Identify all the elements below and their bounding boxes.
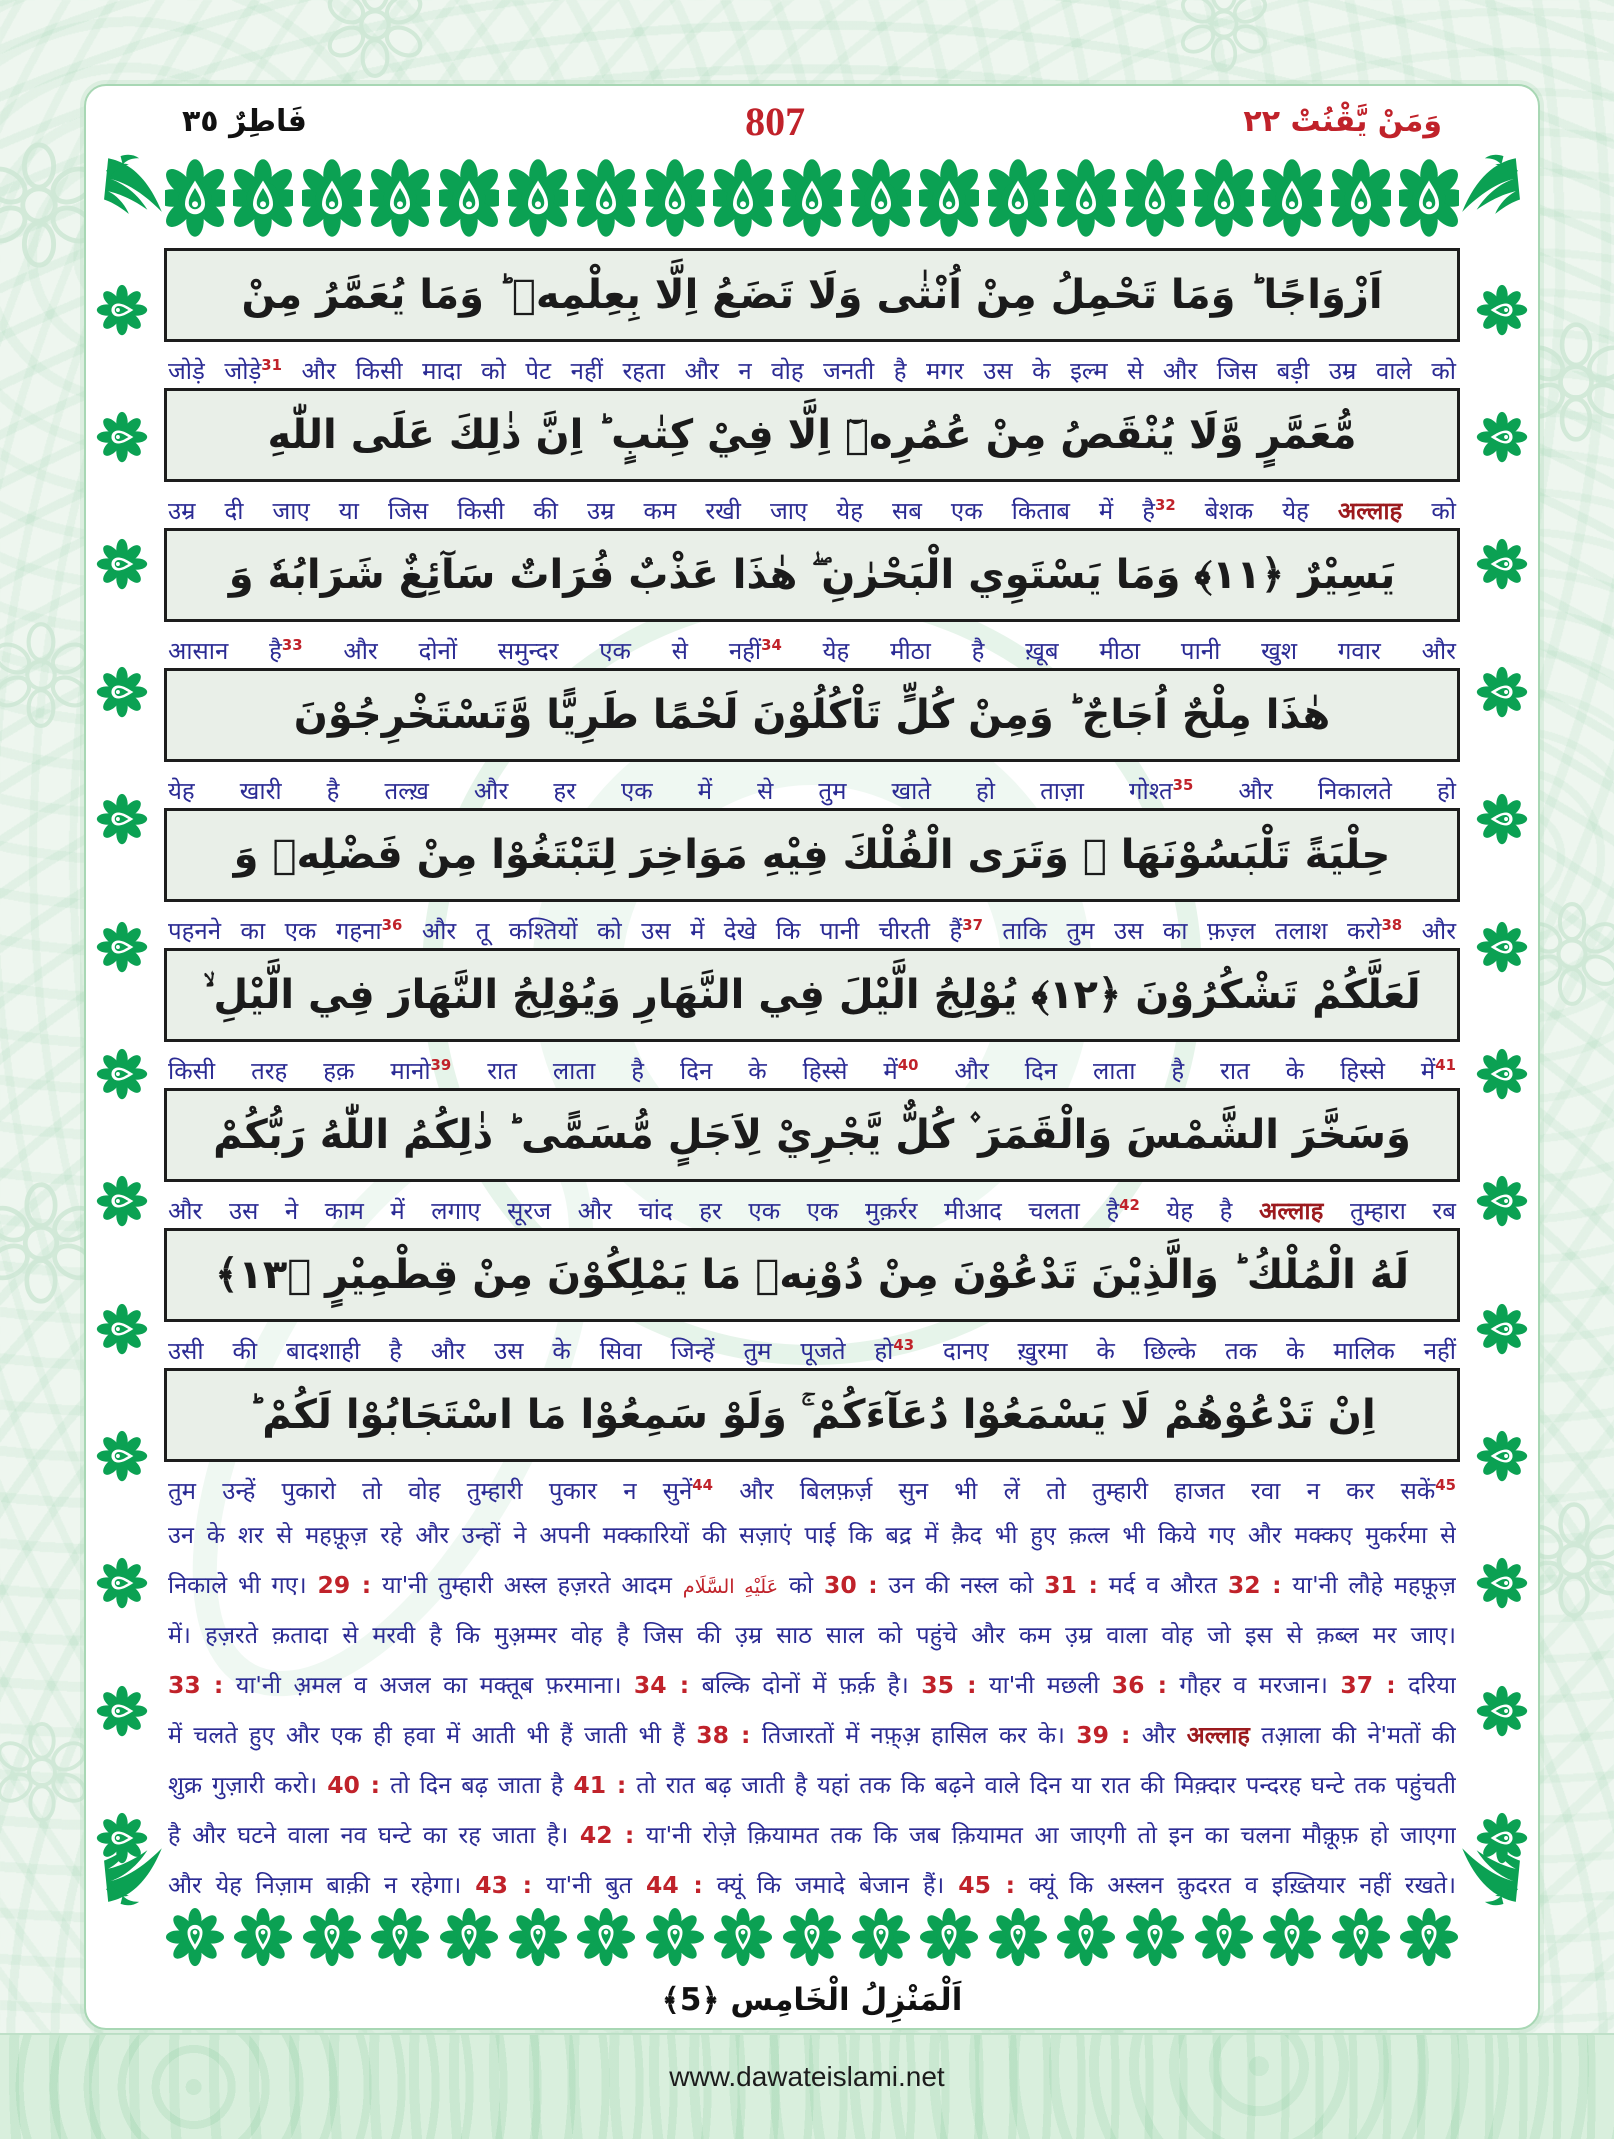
paisley-motif-icon xyxy=(439,1907,499,1967)
paisley-motif-icon xyxy=(233,1907,293,1967)
paisley-motif-icon xyxy=(1476,793,1528,845)
paisley-motif-icon xyxy=(165,155,225,241)
commentary-line: निकाले भी गए। 29 : या'नी तुम्हारी अस्ल हज़रते आदम عَلَيْهِ السَّلَام को 30 : उन की नस्ल को 31 : मर्द व औरत 32 : या'नी लौहे महफ़ूज़ xyxy=(168,1571,1456,1599)
paisley-motif-icon xyxy=(1331,155,1391,241)
paisley-motif-icon xyxy=(851,155,911,241)
paisley-motif-icon xyxy=(1476,1557,1528,1609)
paisley-motif-icon xyxy=(1476,284,1528,336)
paisley-motif-icon xyxy=(576,1907,636,1967)
commentary-section xyxy=(164,1508,1460,1910)
arabic-verse-box xyxy=(164,1368,1460,1462)
verse-block xyxy=(164,388,1460,528)
corner-flourish-icon xyxy=(1456,1842,1522,1908)
paisley-motif-icon xyxy=(645,1907,705,1967)
arabic-verse-text: اَزْوَاجًا ؕ وَمَا تَحْمِلُ مِنْ اُنْثٰى وَلَا تَضَعُ اِلَّا بِعِلْمِهٖ ؕ وَمَا يُعَمَّرُ مِنْ xyxy=(241,272,1383,318)
paisley-motif-icon xyxy=(1476,666,1528,718)
hindi-translation-line: उम्र दी जाए या जिस किसी की उम्र कम रखी जाए येह सब एक किताब में है$^{32}$ बेशक येह अल्लाह को xyxy=(168,496,1456,525)
commentary-line: में चलते हुए और एक ही हवा में आती भी हैं जाती भी हैं 38 : तिजारतों में नफ़्अ़ हासिल कर के। 39 : और अल्लाह तआ़ला की ने'मतों की xyxy=(168,1721,1456,1749)
arabic-verse-box xyxy=(164,1228,1460,1322)
paisley-motif-icon xyxy=(96,666,148,718)
arabic-verse-box xyxy=(164,948,1460,1042)
paisley-motif-icon xyxy=(439,155,499,241)
website-strip xyxy=(0,2033,1614,2139)
paisley-motif-icon xyxy=(782,155,842,241)
paisley-motif-icon xyxy=(645,155,705,241)
paisley-motif-icon xyxy=(96,1557,148,1609)
paisley-motif-icon xyxy=(1262,1907,1322,1967)
verse-block xyxy=(164,808,1460,948)
corner-flourish-icon xyxy=(102,152,168,218)
paisley-motif-icon xyxy=(1476,1175,1528,1227)
paisley-motif-icon xyxy=(1399,1907,1459,1967)
paisley-motif-icon xyxy=(1476,1303,1528,1355)
arabic-verse-text: مُّعَمَّرٍ وَّلَا يُنْقَصُ مِنْ عُمُرِهٖٓ اِلَّا فِيْ كِتٰبٍ ؕ اِنَّ ذٰلِكَ عَلَى اللّٰهِ xyxy=(267,412,1357,458)
verse-block xyxy=(164,948,1460,1088)
arabic-verse-text: اِنْ تَدْعُوْهُمْ لَا يَسْمَعُوْا دُعَآءَكُمْ ۚ وَلَوْ سَمِعُوْا مَا اسْتَجَابُوْا لَكُمْ ؕ xyxy=(248,1392,1376,1438)
paisley-motif-icon xyxy=(919,1907,979,1967)
paisley-motif-icon xyxy=(1476,411,1528,463)
corner-flourish-icon xyxy=(102,1842,168,1908)
arabic-verse-box xyxy=(164,528,1460,622)
verse-block xyxy=(164,528,1460,668)
arabic-verse-text: لَعَلَّكُمْ تَشْكُرُوْنَ ﴿١٢﴾ يُوْلِجُ الَّيْلَ فِي النَّهَارِ وَيُوْلِجُ النَّهَارَ فِي الَّيْلِ ۙ xyxy=(203,972,1421,1018)
paisley-motif-icon xyxy=(370,1907,430,1967)
paisley-motif-icon xyxy=(1476,1430,1528,1482)
paisley-motif-icon xyxy=(96,1685,148,1737)
paisley-motif-icon xyxy=(1476,921,1528,973)
paisley-motif-icon xyxy=(851,1907,911,1967)
paisley-motif-icon xyxy=(1399,155,1459,241)
background-floral-icon xyxy=(0,620,96,730)
commentary-line: है और घटने वाला नव घन्टे का रह जाता है। 42 : या'नी रोज़े क़ियामत तक कि जब क़ियामत आ जाएगी तो इन का चलना मौक़ूफ़ हो जाएगा xyxy=(168,1821,1456,1849)
paisley-motif-icon xyxy=(1331,1907,1391,1967)
paisley-motif-icon xyxy=(713,155,773,241)
arabic-verse-box xyxy=(164,808,1460,902)
hindi-translation-line: येह खारी है तल्ख़ और हर एक में से तुम खाते हो ताज़ा गोश्त$^{35}$ और निकालते हो xyxy=(168,776,1456,805)
arabic-verse-box xyxy=(164,248,1460,342)
border-top xyxy=(86,150,1538,246)
paisley-motif-icon xyxy=(1476,1685,1528,1737)
paisley-motif-icon xyxy=(1194,1907,1254,1967)
paisley-motif-icon xyxy=(96,921,148,973)
hindi-translation-line: किसी तरह हक़ मानो$^{39}$ रात लाता है दिन के हिस्से में$^{40}$ और दिन लाता है रात के हिस्से में$^{41}$ xyxy=(168,1056,1456,1085)
commentary-line: उन के शर से महफ़ूज़ रहे और उन्हों ने अपनी मक्कारियों की सज़ाएं पाई कि बद्र में क़ैद भी हुए क़त्ल भी किये गए और मक्कए मुकर्रमा से xyxy=(168,1521,1456,1549)
page-middle xyxy=(86,246,1538,1902)
paisley-motif-icon xyxy=(1262,155,1322,241)
page-header xyxy=(86,86,1538,150)
paisley-motif-icon xyxy=(508,155,568,241)
paisley-motif-icon xyxy=(1476,538,1528,590)
paisley-motif-icon xyxy=(1125,155,1185,241)
arabic-verse-text: هٰذَا مِلْحٌ اُجَاجٌ ؕ وَمِنْ كُلٍّ تَاْكُلُوْنَ لَحْمًا طَرِيًّا وَّتَسْتَخْرِجُوْنَ xyxy=(293,692,1331,738)
verse-block xyxy=(164,1368,1460,1508)
verse-block xyxy=(164,668,1460,808)
hindi-translation-line: तुम उन्हें पुकारो तो वोह तुम्हारी पुकार न सुनें$^{44}$ और बिलफ़र्ज़ सुन भी लें तो तुम्हारी हाजत रवा न कर सकें$^{45}$ xyxy=(168,1476,1456,1505)
hindi-translation-line: आसान है$^{33}$ और दोनों समुन्दर एक से नहीं$^{34}$ येह मीठा है ख़ूब मीठा पानी खुश गवार और xyxy=(168,636,1456,665)
border-left xyxy=(86,246,158,1902)
hindi-translation-line: पहनने का एक गहना$^{36}$ और तू कश्तियों को उस में देखे कि पानी चीरती हैं$^{37}$ ताकि तुम उस का फ़ज़्ल तलाश करो$^{38}$ और xyxy=(168,916,1457,945)
arabic-verse-text: وَسَخَّرَ الشَّمْسَ وَالْقَمَرَ ۫ كُلٌّ يَّجْرِيْ لِاَجَلٍ مُّسَمًّى ؕ ذٰلِكُمُ اللّٰهُ رَبُّكُمْ xyxy=(213,1112,1411,1158)
paisley-motif-icon xyxy=(508,1907,568,1967)
paisley-motif-icon xyxy=(1125,1907,1185,1967)
arabic-verse-text: لَهُ الْمُلْكُ ؕ وَالَّذِيْنَ تَدْعُوْنَ مِنْ دُوْنِهٖ مَا يَمْلِكُوْنَ مِنْ قِطْمِيْرٍ ﴿١٣﴾ xyxy=(214,1252,1410,1298)
arabic-verse-box xyxy=(164,388,1460,482)
border-bottom xyxy=(86,1902,1538,1972)
background-floral-icon xyxy=(1174,0,1274,74)
paisley-motif-icon xyxy=(96,1048,148,1100)
commentary-line: 33 : या'नी अ़मल व अजल का मक्तूब फ़रमाना। 34 : बल्कि दोनों में फ़र्क़ है। 35 : या'नी मछली 36 : गौहर व मरजान। 37 : दरिया xyxy=(168,1671,1456,1699)
arabic-verse-text: حِلْيَةً تَلْبَسُوْنَهَا ۚ وَتَرَى الْفُلْكَ فِيْهِ مَوَاخِرَ لِتَبْتَغُوْا مِنْ فَضْلِهٖ وَ xyxy=(233,832,1391,878)
paisley-motif-icon xyxy=(165,1907,225,1967)
paisley-motif-icon xyxy=(1056,1907,1116,1967)
arabic-verse-box xyxy=(164,1088,1460,1182)
paisley-motif-icon xyxy=(96,1303,148,1355)
paisley-motif-icon xyxy=(1476,1048,1528,1100)
verse-block xyxy=(164,1228,1460,1368)
paisley-motif-icon xyxy=(96,538,148,590)
surah-name-label: فَاطِرٌ ٣٥ xyxy=(182,103,307,139)
paisley-motif-icon xyxy=(96,1430,148,1482)
arabic-verse-box xyxy=(164,668,1460,762)
website-url: www.dawateislami.net xyxy=(669,2061,945,2092)
commentary-line: शुक्र गुज़ारी करो। 40 : तो दिन बढ़ जाता है 41 : तो रात बढ़ जाती है यहां तक कि बढ़ने वाले दिन या रात की मिक़्दार पन्दरह घन्टे तक पहुंचती xyxy=(168,1771,1456,1799)
paisley-motif-icon xyxy=(96,411,148,463)
paisley-motif-icon xyxy=(96,284,148,336)
paisley-motif-icon xyxy=(96,793,148,845)
arabic-verse-text: يَسِيْرٌ ﴿١١﴾ وَمَا يَسْتَوِي الْبَحْرٰنِ ۖ هٰذَا عَذْبٌ فُرَاتٌ سَآئِغٌ شَرَابُهٗ وَ xyxy=(228,552,1396,598)
quran-page-card xyxy=(84,84,1540,2030)
paisley-motif-icon xyxy=(919,155,979,241)
commentary-line: में। हज़रते क़तादा से मरवी है कि मुअ़म्मर वोह है जिस की उ़म्र साठ साल को पहुंचे और कम उ़म्र वाला वोह जो इस से क़ब्ल मर जाए। xyxy=(168,1621,1456,1649)
border-right xyxy=(1466,246,1538,1902)
page-content xyxy=(158,246,1466,1902)
paisley-motif-icon xyxy=(988,1907,1048,1967)
verse-block xyxy=(164,248,1460,388)
hindi-translation-line: उसी की बादशाही है और उस के सिवा जिन्हें तुम पूजते हो$^{43}$ दानए ख़ुरमा के छिल्के तक के मालिक नहीं xyxy=(168,1336,1457,1365)
verse-block xyxy=(164,1088,1460,1228)
paisley-motif-icon xyxy=(1056,155,1116,241)
paisley-motif-icon xyxy=(302,1907,362,1967)
manzil-label: اَلْمَنْزِلُ الْخَامِس ﴿5﴾ xyxy=(661,1982,963,2018)
paisley-motif-icon xyxy=(713,1907,773,1967)
paisley-motif-icon xyxy=(370,155,430,241)
page-number: 807 xyxy=(745,98,806,144)
verses xyxy=(164,248,1460,1508)
paisley-motif-icon xyxy=(782,1907,842,1967)
background-floral-icon xyxy=(320,0,430,80)
hindi-translation-line: जोड़े जोड़े$^{31}$ और किसी मादा को पेट नहीं रहता और न वोह जनती है मगर उस के इल्म से और जिस बड़ी उम्र वाले को xyxy=(168,356,1456,385)
paisley-motif-icon xyxy=(576,155,636,241)
background-floral-icon xyxy=(0,1720,94,1824)
paisley-motif-icon xyxy=(1194,155,1254,241)
hindi-translation-line: और उस ने काम में लगाए सूरज और चांद हर एक एक मुक़र्रर मीआद चलता है$^{42}$ येह है अल्लाह तुम्हारा रब xyxy=(168,1196,1456,1225)
paisley-motif-icon xyxy=(96,1175,148,1227)
paisley-motif-icon xyxy=(988,155,1048,241)
corner-flourish-icon xyxy=(1456,152,1522,218)
para-name-label: وَمَنْ يَّقْنُتْ ٢٢ xyxy=(1243,103,1442,139)
manzil-footer xyxy=(86,1972,1538,2028)
paisley-motif-icon xyxy=(233,155,293,241)
paisley-motif-icon xyxy=(302,155,362,241)
commentary-line: और येह निज़ाम बाक़ी न रहेगा। 43 : या'नी बुत 44 : क्यूं कि जमादे बेजान हैं। 45 : क्यूं कि अस्लन क़ुदरत व इख़्तियार नहीं रखते। xyxy=(168,1871,1456,1899)
